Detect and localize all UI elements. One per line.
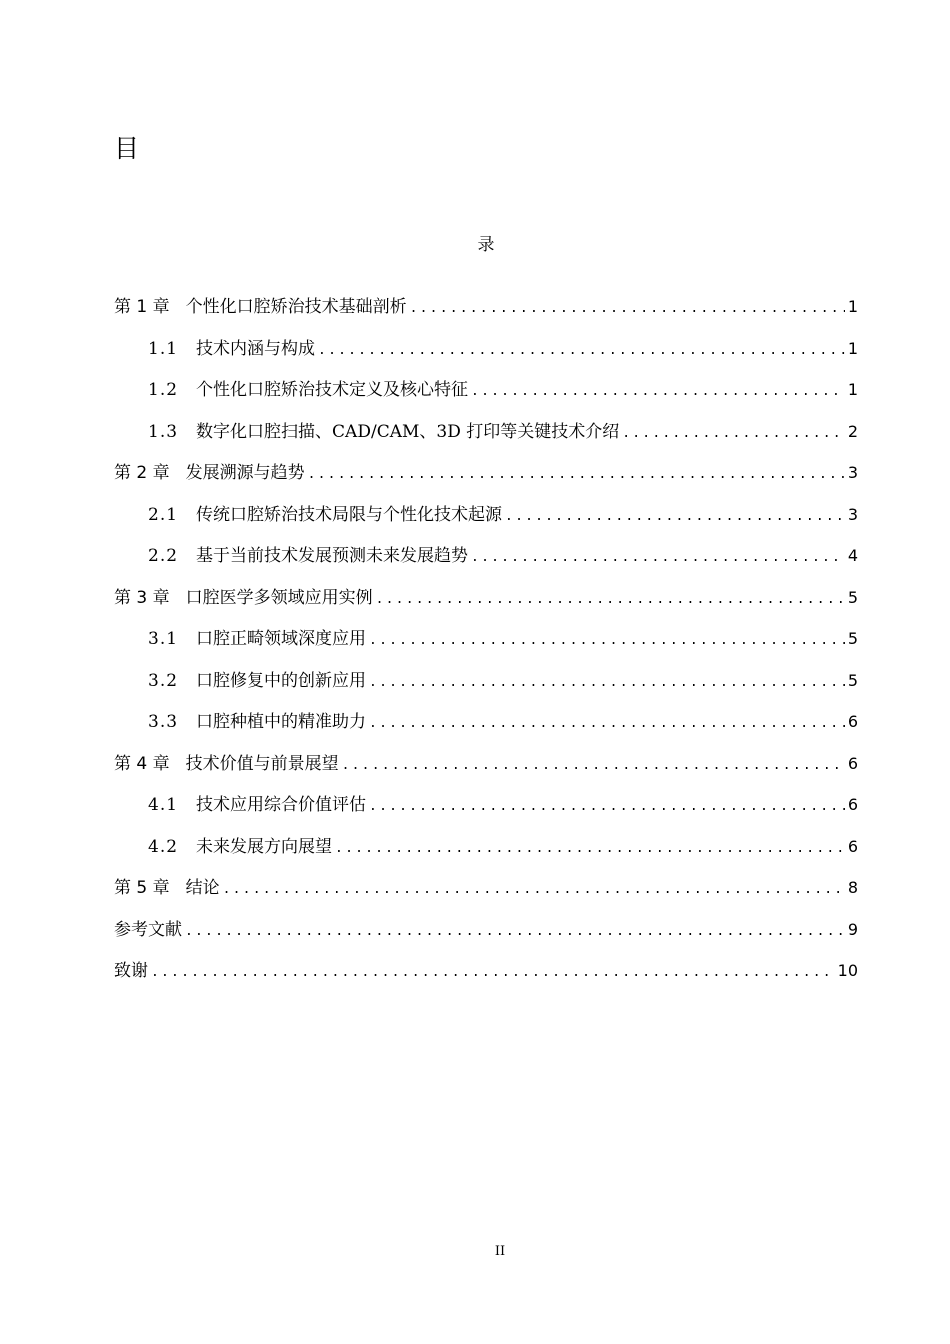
page-number-footer: II bbox=[494, 1244, 506, 1259]
toc-entry-number: 2.2 bbox=[148, 546, 179, 566]
dot-leader bbox=[151, 958, 835, 988]
toc-entry-page: 4 bbox=[847, 546, 858, 565]
toc-entry-page: 5 bbox=[847, 629, 858, 648]
dot-leader bbox=[342, 751, 845, 781]
toc-entry-title: 结论 bbox=[185, 878, 220, 898]
toc-entry-number: 1.2 bbox=[148, 380, 179, 400]
toc-entry-title: 技术内涵与构成 bbox=[196, 338, 316, 359]
toc-heading-part-2: 录 bbox=[477, 235, 495, 255]
toc-entry-page: 5 bbox=[847, 670, 858, 690]
toc-entry-title: 发展溯源与趋势 bbox=[185, 463, 305, 483]
toc-entry-number: 第 1 章 bbox=[114, 297, 170, 317]
toc-entry-number: 3.2 bbox=[148, 670, 179, 691]
toc-entry[interactable] bbox=[114, 707, 858, 749]
toc-entry-number: 2.1 bbox=[148, 504, 179, 525]
toc-entry-title: 技术应用综合价值评估 bbox=[196, 795, 367, 815]
toc-entry-title: 致谢 bbox=[114, 961, 148, 981]
toc-entry-title: 口腔种植中的精准助力 bbox=[196, 712, 367, 732]
toc-entry-number: 1.3 bbox=[148, 421, 179, 442]
toc-entry-page: 1 bbox=[847, 338, 858, 358]
dot-leader bbox=[369, 668, 845, 698]
toc-entry-title: 口腔医学多领域应用实例 bbox=[185, 587, 373, 608]
dot-leader bbox=[185, 917, 845, 947]
toc-entry[interactable] bbox=[114, 292, 858, 334]
dot-leader bbox=[369, 792, 845, 822]
toc-entry-title: 未来发展方向展望 bbox=[196, 836, 333, 857]
toc-entry-number: 3.3 bbox=[148, 712, 179, 732]
toc-entry-number: 4.1 bbox=[148, 795, 179, 815]
toc-heading-part-1: 目 bbox=[114, 134, 140, 163]
dot-leader bbox=[308, 460, 845, 490]
dot-leader bbox=[369, 626, 845, 656]
toc-entry-number: 3.1 bbox=[148, 629, 179, 649]
toc-entry-title: 数字化口腔扫描、CAD/CAM、3D 打印等关键技术介绍 bbox=[196, 421, 620, 442]
toc-entry[interactable] bbox=[114, 624, 858, 666]
toc-entry[interactable] bbox=[114, 666, 858, 708]
toc-entry-title: 参考文献 bbox=[114, 919, 182, 940]
toc-entry[interactable] bbox=[114, 500, 858, 542]
toc-entry-number: 第 2 章 bbox=[114, 463, 170, 483]
toc-entry-page: 5 bbox=[847, 587, 858, 607]
toc-entry[interactable] bbox=[114, 915, 858, 957]
toc-entry[interactable] bbox=[114, 417, 858, 459]
toc-entry[interactable] bbox=[114, 375, 858, 417]
toc-entry-title: 口腔正畸领域深度应用 bbox=[196, 629, 367, 649]
toc-entry-title: 个性化口腔矫治技术基础剖析 bbox=[185, 297, 407, 317]
dot-leader bbox=[471, 543, 845, 573]
toc-entry-page: 6 bbox=[847, 753, 858, 773]
toc-entry[interactable] bbox=[114, 956, 858, 998]
toc-entry-title: 传统口腔矫治技术局限与个性化技术起源 bbox=[196, 504, 503, 525]
toc-entry-page: 6 bbox=[847, 712, 858, 731]
toc-entry-page: 6 bbox=[847, 836, 858, 856]
dot-leader bbox=[376, 585, 845, 615]
dot-leader bbox=[622, 419, 845, 449]
toc-entry[interactable] bbox=[114, 458, 858, 500]
toc-entry[interactable] bbox=[114, 583, 858, 625]
toc-entry-title: 技术价值与前景展望 bbox=[185, 753, 339, 774]
toc-entry[interactable] bbox=[114, 541, 858, 583]
dot-leader bbox=[318, 336, 845, 366]
table-of-contents bbox=[114, 292, 858, 998]
toc-entry[interactable] bbox=[114, 749, 858, 791]
toc-entry-page: 9 bbox=[847, 919, 858, 939]
toc-entry-title: 基于当前技术发展预测未来发展趋势 bbox=[196, 546, 469, 566]
toc-entry-page: 10 bbox=[837, 961, 858, 980]
toc-entry-page: 3 bbox=[847, 463, 858, 482]
toc-entry-number: 第 4 章 bbox=[114, 753, 170, 774]
toc-entry-title: 口腔修复中的创新应用 bbox=[196, 670, 367, 691]
toc-entry-page: 1 bbox=[847, 297, 858, 316]
dot-leader bbox=[335, 834, 845, 864]
toc-entry-page: 1 bbox=[847, 380, 858, 399]
dot-leader bbox=[223, 875, 845, 905]
dot-leader bbox=[505, 502, 845, 532]
toc-entry-page: 8 bbox=[847, 878, 858, 897]
toc-entry-number: 第 5 章 bbox=[114, 878, 170, 898]
dot-leader bbox=[369, 709, 845, 739]
dot-leader bbox=[410, 294, 845, 324]
dot-leader bbox=[471, 377, 845, 407]
toc-entry-number: 1.1 bbox=[148, 338, 179, 359]
toc-entry[interactable] bbox=[114, 832, 858, 874]
toc-entry-page: 6 bbox=[847, 795, 858, 814]
toc-entry-number: 第 3 章 bbox=[114, 587, 170, 608]
toc-entry[interactable] bbox=[114, 873, 858, 915]
toc-entry-page: 2 bbox=[847, 421, 858, 441]
toc-entry[interactable] bbox=[114, 790, 858, 832]
toc-entry-title: 个性化口腔矫治技术定义及核心特征 bbox=[196, 380, 469, 400]
toc-entry-number: 4.2 bbox=[148, 836, 179, 857]
toc-entry[interactable] bbox=[114, 334, 858, 376]
toc-entry-page: 3 bbox=[847, 504, 858, 524]
